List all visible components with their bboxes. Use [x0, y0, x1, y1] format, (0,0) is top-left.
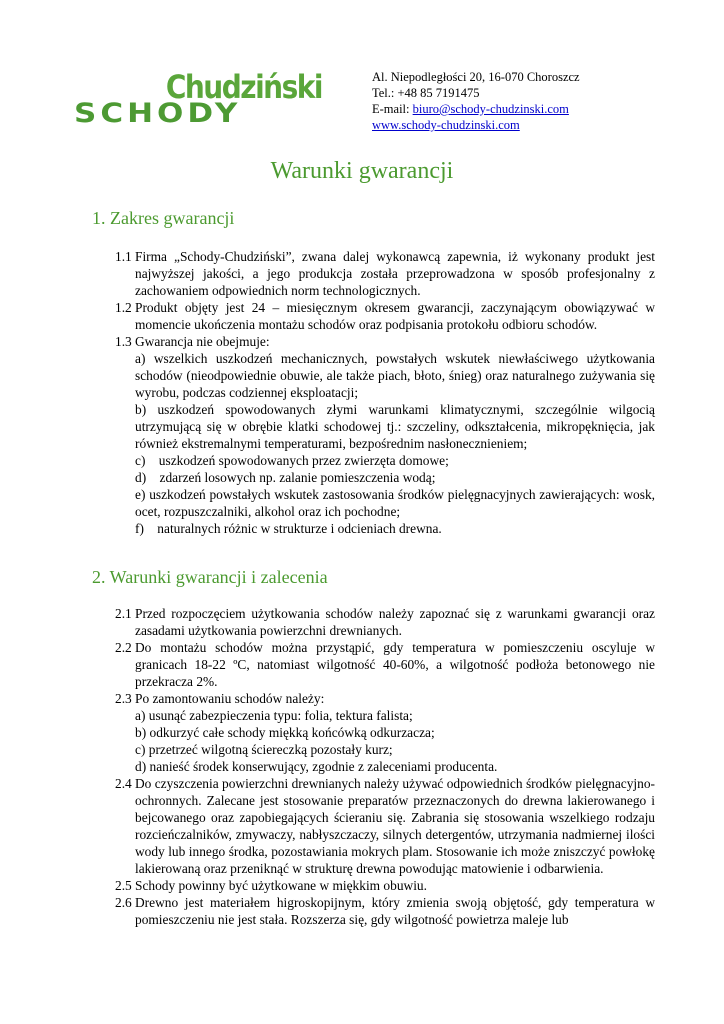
list-item	[115, 248, 655, 299]
company-logo	[74, 62, 344, 132]
item-number: 2.5	[115, 878, 132, 893]
sub-item: b) uszkodzeń spowodowanych złymi warunkami klimatycznymi, szczególnie wilgocią utrzymującą się w obrębie klatki schodowej tj.: szczeliny, odkształcenia, mikropęknięcia, jak również ekstremalnymi temperaturami, bezpośrednim nasłonecznieniem;	[135, 402, 655, 451]
item-text: Drewno jest materiałem higroskopijnym, który zmienia swoją objętość, gdy temperatura w pomieszczeniu nie jest stała. Rozszerza się, gdy wilgotność powietrza maleje lub	[135, 895, 655, 927]
list-item	[115, 690, 655, 775]
item-number: 2.1	[115, 606, 132, 621]
item-number: 1.1	[115, 249, 132, 264]
list-item	[115, 877, 655, 894]
sub-item: c) przetrzeć wilgotną ściereczką pozostały kurz;	[135, 742, 393, 757]
section-heading: 1. Zakres gwarancji	[92, 208, 235, 228]
page-title: Warunki gwarancji	[270, 158, 454, 184]
item-text: Po zamontowaniu schodów należy:	[135, 691, 325, 706]
item-text: Przed rozpoczęciem użytkowania schodów należy zapoznać się z warunkami gwarancji oraz zasadami użytkowania powierzchni drewnianych.	[135, 606, 655, 638]
section-body	[115, 248, 655, 537]
item-number: 2.3	[115, 691, 132, 706]
section-body	[115, 605, 655, 928]
item-number: 2.2	[115, 640, 132, 655]
sub-item: e) uszkodzeń powstałych wskutek zastosowania środków pielęgnacyjnych zawierających: wosk, ocet, rozpuszczalniki, alkohol oraz ich pochodne;	[135, 487, 655, 519]
logo-line-1: Chudziński	[165, 68, 322, 106]
contact-block	[372, 69, 580, 133]
list-item	[115, 299, 655, 333]
sub-item: d) zdarzeń losowych np. zalanie pomieszczenia wodą;	[135, 470, 436, 485]
list-item	[115, 775, 655, 877]
contact-email-line	[372, 101, 580, 117]
sub-item: a) usunąć zabezpieczenia typu: folia, tektura falista;	[135, 708, 413, 723]
sub-item: b) odkurzyć całe schody miękką końcówką odkurzacza;	[135, 725, 435, 740]
section-heading: 2. Warunki gwarancji i zalecenia	[92, 567, 328, 587]
sub-item: f) naturalnych różnic w strukturze i odcieniach drewna.	[135, 521, 442, 536]
item-text: Do montażu schodów można przystąpić, gdy temperatura w pomieszczeniu oscyluje w granicach 18-22 ºC, natomiast wilgotność 40-60%, a wilgotność podłoża betonowego nie przekracza 2%.	[135, 640, 655, 689]
contact-email-label: E-mail:	[372, 102, 413, 116]
contact-address: Al. Niepodległości 20, 16-070 Choroszcz	[372, 70, 580, 84]
item-number: 2.6	[115, 895, 132, 910]
item-text: Do czyszczenia powierzchni drewnianych należy używać odpowiednich środków pielęgnacyjno-ochronnych. Zalecane jest stosowanie preparatów przeznaczonych do drewna lakierowanego i bejcowanego oraz zapobiegających ścieraniu się. Zabrania się stosowania wszelkiego rodzaju rozcieńczalników, zmywaczy, nabłyszczaczy, silnych detergentów, utrzymania nadmiernej ilości wody lub innego środka, pozostawiania mokrych plam. Stosowanie ich może zniszczyć powłokę lakierowaną oraz przeniknąć w strukturę drewna powodując matowienie i odbarwienia.	[135, 776, 655, 876]
sub-item: d) nanieść środek konserwujący, zgodnie z zaleceniami producenta.	[135, 759, 498, 774]
item-text: Schody powinny być użytkowane w miękkim obuwiu.	[135, 878, 427, 893]
list-item	[115, 894, 655, 928]
item-text: Produkt objęty jest 24 – miesięcznym okresem gwarancji, zaczynającym obowiązywać w momencie ukończenia montażu schodów oraz podpisania protokołu odbioru schodów.	[135, 300, 655, 332]
item-text: Firma „Schody-Chudziński”, zwana dalej wykonawcą zapewnia, iż wykonany produkt jest najwyższej jakości, a jego produkcja została przeprowadzona w sposób profesjonalny z zachowaniem odpowiednich norm technologicznych.	[135, 249, 655, 298]
item-text: Gwarancja nie obejmuje:	[135, 334, 270, 349]
sub-item: a) wszelkich uszkodzeń mechanicznych, powstałych wskutek niewłaściwego użytkowania schodów (nieodpowiednie obuwie, ale także piach, błoto, śnieg) oraz naturalnego zużywania się wyrobu, podczas codziennej eksploatacji;	[135, 351, 655, 400]
contact-email-link[interactable]: biuro@schody-chudzinski.com	[412, 102, 569, 116]
contact-website-line	[372, 117, 580, 133]
contact-website-link[interactable]: www.schody-chudzinski.com	[372, 118, 520, 132]
contact-phone: Tel.: +48 85 7191475	[372, 86, 480, 100]
item-number: 1.2	[115, 300, 132, 315]
item-number: 2.4	[115, 776, 132, 791]
list-item	[115, 333, 655, 537]
list-item	[115, 639, 655, 690]
list-item	[115, 605, 655, 639]
logo-line-2: SCHODY	[74, 98, 242, 129]
item-number: 1.3	[115, 334, 132, 349]
sub-item: c) uszkodzeń spowodowanych przez zwierzęta domowe;	[135, 453, 449, 468]
